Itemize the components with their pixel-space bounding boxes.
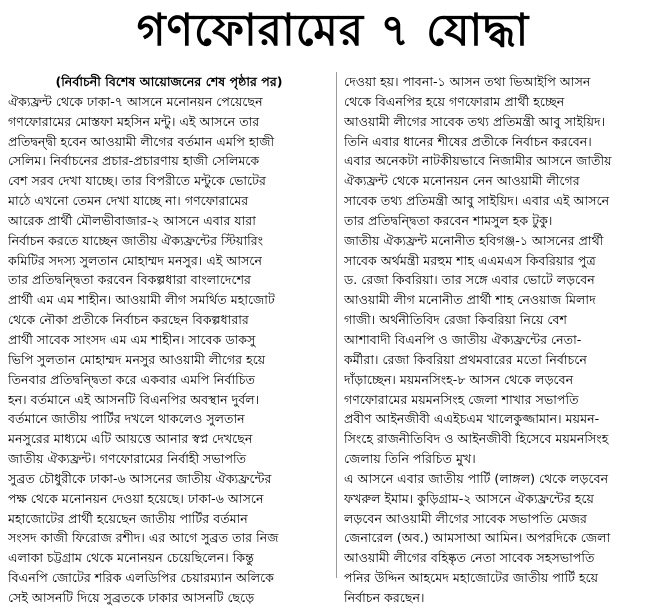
article-line: সেই আসনটি দিয়ে সুব্রতকে ঢাকার আসনটি ছেড়ে (8, 589, 255, 605)
right-column-body (344, 72, 658, 608)
article-line: কর্মীরা। রেজা কিবরিয়া প্রথমবারের মতো নির্বাচনে (344, 351, 587, 367)
article-line: নির্বাচন করছেন। (344, 589, 425, 605)
article-line: প্রবীণ আইনজীবী এএইচএম খালেকুজ্জামান। ময়মন- (344, 411, 600, 427)
article-line: তার প্রতিদ্বন্দ্বিতা করবেন বিকল্পধারা বাংলাদেশের (8, 272, 251, 288)
article-line: সাবেক অর্থমন্ত্রী মরহুম শাহ এএমএস কিবরিয়ার পুত্র (344, 252, 596, 268)
article-line: প্রতিদ্বন্দ্বী হবেন আওয়ামী লীগের বর্তমান এমপি হাজী (8, 133, 275, 149)
article-line: তিনবার প্রতিদ্বন্দ্বিতা করে একবার এমপি নির্বাচিত (8, 371, 255, 387)
article-line: প্রার্থী এম এম শাহীন। আওয়ামী লীগ সমর্থিত মহাজোট (8, 292, 275, 308)
article-line: বেশ সরব দেখা যাচ্ছে। তার বিপরীতে মন্টুকে ভোটের (8, 173, 266, 189)
article-line: আওয়ামী লীগের বহিষ্কৃত নেতা সাবেক সহসভাপতি (344, 550, 595, 566)
article-line: থেকে বিএনপির হয়ে গণফোরাম প্রার্থী হচ্ছেন (344, 93, 565, 109)
article-line: এলাকা চট্টগ্রাম থেকে মনোনয়ন চেয়েছিলেন। কিন্তু (8, 550, 254, 566)
article-line: বর্তমানে জাতীয় পার্টির দখলে থাকলেও সুলতান (8, 411, 245, 427)
continued-from-note: (নির্বাচনী বিশেষ আয়োজনের শেষ পৃষ্ঠার পর) (55, 74, 283, 89)
article-line: সিংহে রাজনীতিবিদ ও আইনজীবী হিসেবে ময়মনসিংহ (344, 431, 609, 447)
article-line: গণফোরামের মোস্তফা মহসিন মন্টু। এই আসনে তার (8, 113, 260, 129)
column-divider (336, 72, 337, 578)
article-line: নির্বাচন করতে যাচ্ছেন জাতীয় ঐক্যফ্রন্টের স্টিয়ারিং (8, 232, 264, 248)
article-line: ভিপি সুলতান মোহাম্মদ মনসুর আওয়ামী লীগের হয়ে (8, 351, 266, 367)
article-line: কমিটির সদস্য সুলতান মোহাম্মদ মনসুর। এই আসনে (8, 252, 263, 268)
article-line: মহাজোটের প্রার্থী হয়েছেন জাতীয় পার্টির বর্তমান (8, 510, 248, 526)
article-line: থেকে নৌকা প্রতীকে নির্বাচন করছেন বিকল্পধারার (8, 312, 249, 328)
article-line: গণফোরামের ময়মনসিংহ জেলা শাখার সভাপতি (344, 391, 579, 407)
article-line: জেনারেল (অব.) আমসাআ আমিন। অপরদিকে জেলা (344, 530, 611, 546)
article-line: জাতীয় ঐক্যফ্রন্ট। গণফোরামের নির্বাহী সভাপতি (8, 451, 247, 467)
article-line: জাতীয় ঐক্যফ্রন্ট মনোনীত হবিগঞ্জ-১ আসনের প্রার্থী (344, 232, 604, 248)
article-line: সাবেক তথ্য প্রতিমন্ত্রী আবু সাইয়িদ। এবার এই আসনে (344, 193, 610, 209)
article-line: ঐক্যফ্রন্ট থেকে মনোনয়ন নেন আওয়ামী লীগের (344, 173, 580, 189)
article-line: পক্ষ থেকে মনোনয়ন দেওয়া হয়েছে। ঢাকা-৬ আসনে (8, 490, 264, 506)
article-line: তার প্রতিদ্বন্দ্বিতা করবেন শামসুল হক টুকু। (344, 212, 553, 228)
article-line: পনির উদ্দিন আহমেদ মহাজোটের জাতীয় পার্টি হয়ে (344, 570, 599, 586)
article-line: সুব্রত চৌধুরীকে ঢাকা-৬ আসনের জাতীয় ঐক্যফ্রন্টের (8, 470, 272, 486)
article-line: এবার অনেকটা নাটকীয়ভাবে নিজামীর আসনে জাতীয় (344, 153, 612, 169)
article-line: মাঠে এখনো তেমন দেখা যাচ্ছে না। গণফোরামের (8, 193, 249, 209)
headline: গণফোরামের ৭ যোদ্ধা (136, 5, 530, 56)
article-line: আশাবাদী বিএনপি ও জাতীয় ঐক্যফ্রন্টের নেতা- (344, 331, 582, 347)
article-line: গাজী। অর্থনীতিবিদ রেজা কিবরিয়া নিয়ে বেশ (344, 312, 567, 328)
article-line: ফখরুল ইমাম। কুড়িগ্রাম-২ আসনে ঐক্যফ্রন্টের হয়ে (344, 490, 594, 506)
article-line: এ আসনে এবার জাতীয় পার্টি (লাঙ্গল) থেকে লড়বেন (344, 470, 609, 486)
right-column (344, 72, 658, 608)
article-line: দেওয়া হয়। পাবনা-১ আসন তথা ভিআইপি আসন (344, 74, 591, 89)
article-line: হন। বর্তমানে এই আসনটি বিএনপির অবস্থান দুর্বল। (8, 391, 260, 407)
left-column-body (8, 92, 330, 608)
article-line: জেলায় তিনি পরিচিত মুখ। (344, 451, 476, 467)
article-line: ড. রেজা কিবরিয়া। তার সঙ্গে এবার ভোটে লড়বেন (344, 272, 595, 288)
article-line: আওয়ামী লীগ মনোনীত প্রার্থী শাহ নেওয়াজ মিলাদ (344, 292, 596, 308)
article-line: ঐক্যফ্রন্ট থেকে ঢাকা-৭ আসনে মনোনয়ন পেয়েছেন (8, 93, 263, 109)
article-line: দাঁড়াচ্ছেন। ময়মনসিংহ-৮ আসন থেকে লড়বেন (344, 371, 574, 387)
article-line: তিনি এবার ধানের শীষের প্রতীকে নির্বাচন করবেন। (344, 133, 592, 149)
left-column (8, 72, 330, 608)
article-line: লড়বেন আওয়ামী লীগের সাবেক সভাপতি মেজর (344, 510, 587, 526)
article-line: আরেক প্রার্থী মৌলভীবাজার-২ আসনে এবার যারা (8, 212, 256, 228)
article-line: সেলিম। নির্বাচনের প্রচার-প্রচারণায় হাজী সেলিমকে (8, 153, 260, 169)
article-line: মনসুরের মাধ্যমে এটি আয়ত্তে আনার স্বপ্ন দেখছেন (8, 431, 253, 447)
article-line: আওয়ামী লীগের সাবেক তথ্য প্রতিমন্ত্রী আবু সাইয়িদ। (344, 113, 606, 129)
article-line: প্রার্থী সাবেক সাংসদ এম এম শাহীন। সাবেক ডাকসু (8, 331, 256, 347)
article-line: বিএনপি জোটের শরিক এলডিপির চেয়ারম্যান অলিকে (8, 570, 274, 586)
article-line: সংসদ কাজী ফিরোজ রশীদ। এর আগে সুব্রত তার নিজ (8, 530, 279, 546)
